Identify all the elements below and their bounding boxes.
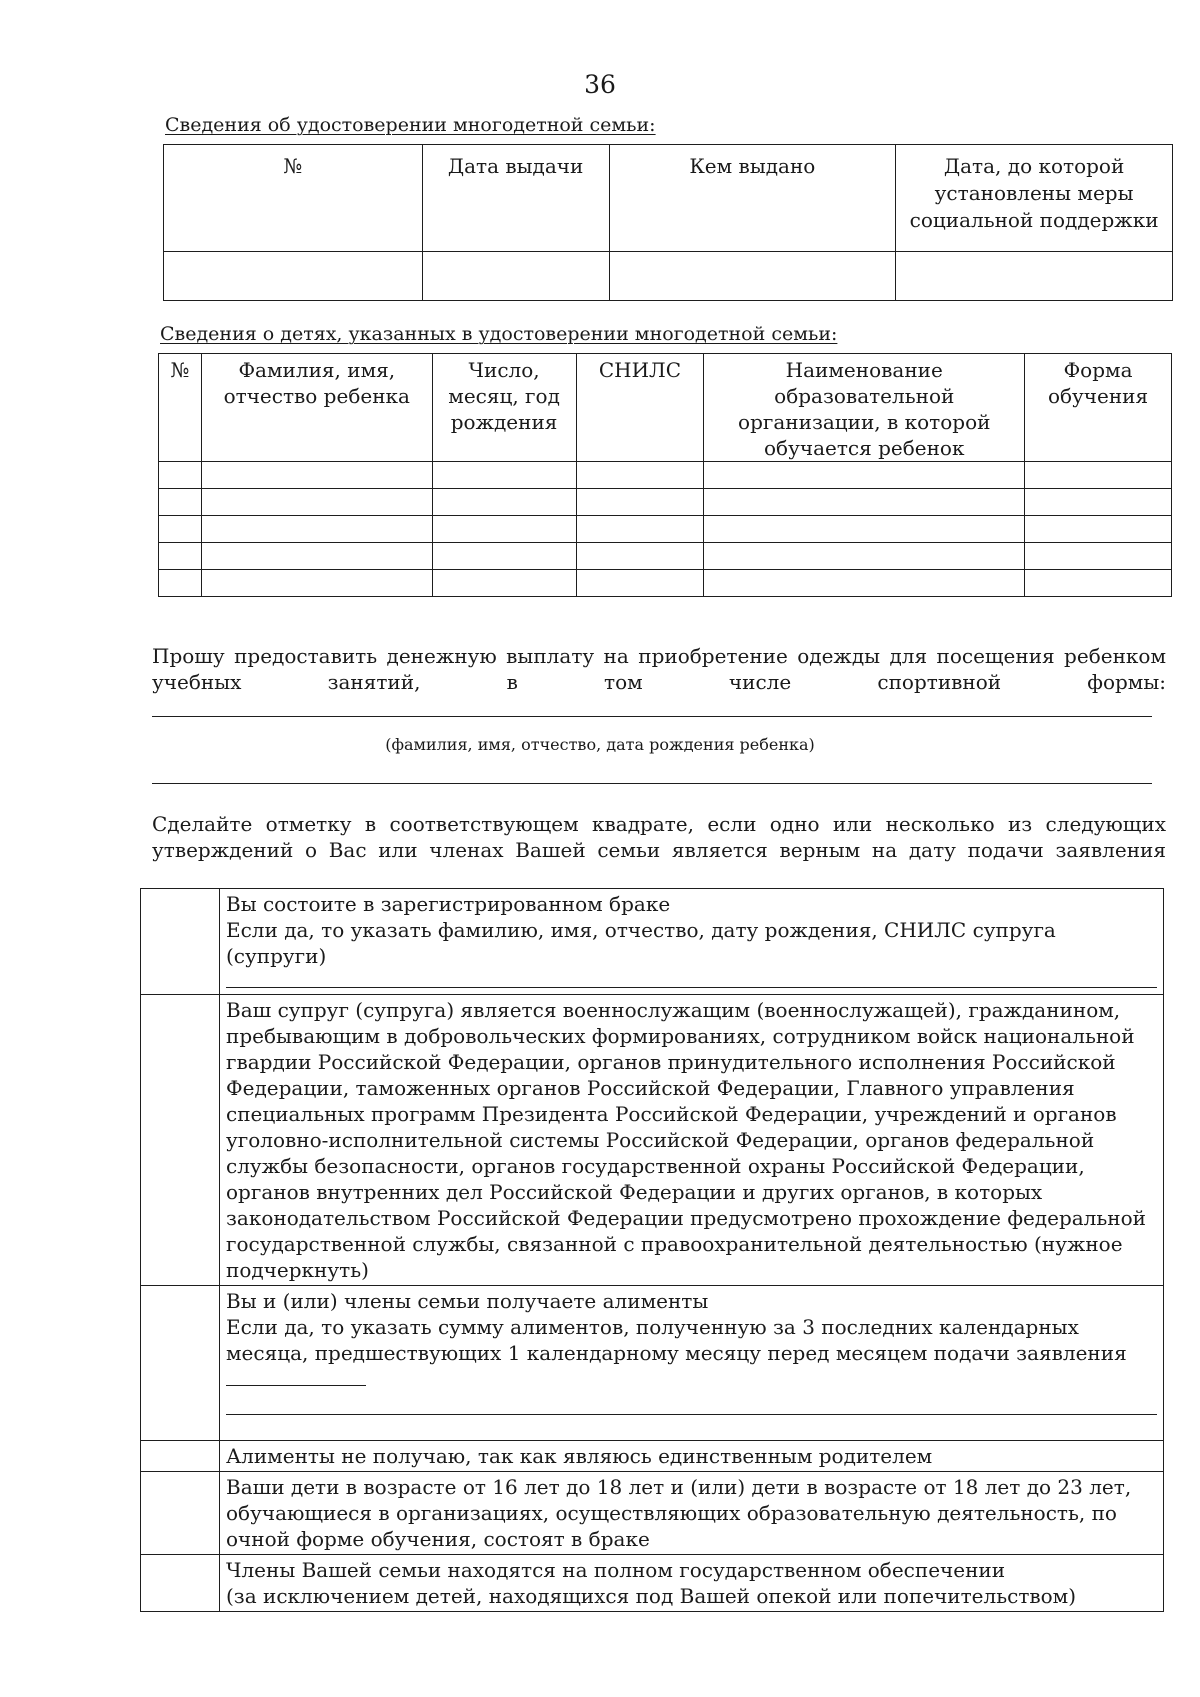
column-header: № bbox=[164, 145, 423, 252]
request-text: Прошу предоставить денежную выплату на приобретение одежды для посещения ребенком учебных занятий, в том числе спортивной формы: bbox=[152, 644, 1166, 694]
statement-checkbox[interactable] bbox=[141, 995, 220, 1286]
statement-text: (за исключением детей, находящихся под Вашей опекой или попечительством) bbox=[226, 1584, 1077, 1608]
statement-row bbox=[141, 1286, 1164, 1441]
statement-row bbox=[141, 995, 1164, 1286]
child-name-line-2[interactable] bbox=[152, 783, 1152, 784]
statement-cell bbox=[220, 889, 1164, 995]
table-cell[interactable] bbox=[432, 516, 576, 543]
child-row bbox=[159, 489, 1172, 516]
statement-cell bbox=[220, 1286, 1164, 1441]
table-cell[interactable] bbox=[1025, 489, 1172, 516]
child-row bbox=[159, 516, 1172, 543]
table-cell[interactable] bbox=[159, 543, 202, 570]
statement-cell bbox=[220, 1555, 1164, 1612]
table-cell[interactable] bbox=[159, 489, 202, 516]
statement-instruction: Если да, то указать сумму алиментов, полученную за 3 последних календарных месяца, предшествующих 1 календарному месяцу перед месяцем подачи заявления bbox=[226, 1315, 1127, 1365]
table-cell[interactable] bbox=[576, 543, 704, 570]
certificate-heading: Сведения об удостоверении многодетной семьи: bbox=[165, 114, 656, 136]
table-cell[interactable] bbox=[432, 570, 576, 597]
statement-text: Ваши дети в возрасте от 16 лет до 18 лет и (или) дети в возрасте от 18 лет до 23 лет, обучающиеся в организациях, осуществляющих образовательную деятельность, по очной форме обучения, состоят в браке bbox=[226, 1475, 1132, 1551]
column-header: Дата, до которой установлены меры социальной поддержки bbox=[896, 145, 1173, 252]
statement-checkbox[interactable] bbox=[141, 1286, 220, 1441]
valid-until-cell[interactable] bbox=[896, 252, 1173, 301]
table-cell[interactable] bbox=[432, 462, 576, 489]
statement-cell bbox=[220, 1472, 1164, 1555]
statement-text: Алименты не получаю, так как являюсь единственным родителем bbox=[226, 1444, 933, 1468]
statement-checkbox[interactable] bbox=[141, 1441, 220, 1472]
column-header: Наименование образовательной организации, в которой обучается ребенок bbox=[704, 354, 1025, 462]
table-cell[interactable] bbox=[576, 489, 704, 516]
table-cell[interactable] bbox=[201, 570, 432, 597]
statement-row bbox=[141, 889, 1164, 995]
statements-table bbox=[140, 888, 1164, 1612]
statement-instruction: Если да, то указать фамилию, имя, отчество, дату рождения, СНИЛС супруга (супруги) bbox=[226, 918, 1056, 968]
statement-checkbox[interactable] bbox=[141, 1555, 220, 1612]
request-paragraph bbox=[152, 643, 1166, 695]
statement-cell bbox=[220, 995, 1164, 1286]
table-cell[interactable] bbox=[576, 516, 704, 543]
statement-checkbox[interactable] bbox=[141, 889, 220, 995]
table-cell[interactable] bbox=[704, 543, 1025, 570]
table-cell[interactable] bbox=[159, 462, 202, 489]
certificate-table bbox=[163, 144, 1173, 301]
statement-row bbox=[141, 1555, 1164, 1612]
table-cell[interactable] bbox=[1025, 570, 1172, 597]
table-cell[interactable] bbox=[432, 543, 576, 570]
spouse-details-line[interactable] bbox=[226, 987, 1157, 988]
table-cell[interactable] bbox=[1025, 462, 1172, 489]
certificate-header-row bbox=[164, 145, 1173, 252]
alimony-amount-line[interactable] bbox=[226, 1414, 1157, 1415]
child-name-caption: (фамилия, имя, отчество, дата рождения ребенка) bbox=[385, 735, 815, 754]
child-name-line[interactable] bbox=[152, 716, 1152, 717]
issued-by-cell[interactable] bbox=[609, 252, 896, 301]
table-cell[interactable] bbox=[201, 489, 432, 516]
column-header: Фамилия, имя, отчество ребенка bbox=[201, 354, 432, 462]
issue-date-cell[interactable] bbox=[422, 252, 609, 301]
page-number: 36 bbox=[584, 70, 616, 99]
table-cell[interactable] bbox=[201, 543, 432, 570]
table-cell[interactable] bbox=[201, 462, 432, 489]
table-cell[interactable] bbox=[704, 462, 1025, 489]
table-cell[interactable] bbox=[704, 489, 1025, 516]
children-header-row bbox=[159, 354, 1172, 462]
statement-cell bbox=[220, 1441, 1164, 1472]
table-cell[interactable] bbox=[576, 570, 704, 597]
table-cell[interactable] bbox=[159, 516, 202, 543]
statement-row bbox=[141, 1472, 1164, 1555]
table-cell[interactable] bbox=[432, 489, 576, 516]
column-header: Кем выдано bbox=[609, 145, 896, 252]
table-cell[interactable] bbox=[1025, 543, 1172, 570]
table-cell[interactable] bbox=[704, 516, 1025, 543]
column-header: № bbox=[159, 354, 202, 462]
statement-text: Члены Вашей семьи находятся на полном государственном обеспечении bbox=[226, 1558, 1006, 1582]
table-cell[interactable] bbox=[159, 570, 202, 597]
statement-text: Вы и (или) члены семьи получаете алименты bbox=[226, 1289, 709, 1313]
statement-text: Вы состоите в зарегистрированном браке bbox=[226, 892, 671, 916]
alimony-amount-field[interactable] bbox=[226, 1367, 366, 1386]
column-header: СНИЛС bbox=[576, 354, 704, 462]
certificate-number-cell[interactable] bbox=[164, 252, 423, 301]
instruction-paragraph bbox=[152, 811, 1166, 863]
statement-checkbox[interactable] bbox=[141, 1472, 220, 1555]
children-heading: Сведения о детях, указанных в удостоверении многодетной семьи: bbox=[160, 323, 838, 345]
statement-row bbox=[141, 1441, 1164, 1472]
statement-text: Ваш супруг (супруга) является военнослужащим (военнослужащей), гражданином, пребывающим в добровольческих формированиях, сотрудником войск национальной гвардии Российской Федерации, органов принудительного исполнения Российской Федерации, таможенных органов Российской Федерации, Главного управления специальных программ Президента Российской Федерации, учреждений и органов уголовно-исполнительной системы Российской Федерации, органов федеральной службы безопасности, органов государственной охраны Российской Федерации, органов внутренних дел Российской Федерации и других органов, в которых законодательством Российской Федерации предусмотрено прохождение федеральной государственной службы, связанной с правоохранительной деятельностью (нужное подчеркнуть) bbox=[226, 998, 1146, 1282]
column-header: Число, месяц, год рождения bbox=[432, 354, 576, 462]
certificate-entry-row bbox=[164, 252, 1173, 301]
table-cell[interactable] bbox=[576, 462, 704, 489]
column-header: Форма обучения bbox=[1025, 354, 1172, 462]
table-cell[interactable] bbox=[201, 516, 432, 543]
child-row bbox=[159, 570, 1172, 597]
table-cell[interactable] bbox=[704, 570, 1025, 597]
column-header: Дата выдачи bbox=[422, 145, 609, 252]
child-row bbox=[159, 543, 1172, 570]
children-table bbox=[158, 353, 1172, 597]
instruction-text: Сделайте отметку в соответствующем квадрате, если одно или несколько из следующих утверждений о Вас или членах Вашей семьи является верным на дату подачи заявления bbox=[152, 812, 1166, 862]
child-row bbox=[159, 462, 1172, 489]
table-cell[interactable] bbox=[1025, 516, 1172, 543]
